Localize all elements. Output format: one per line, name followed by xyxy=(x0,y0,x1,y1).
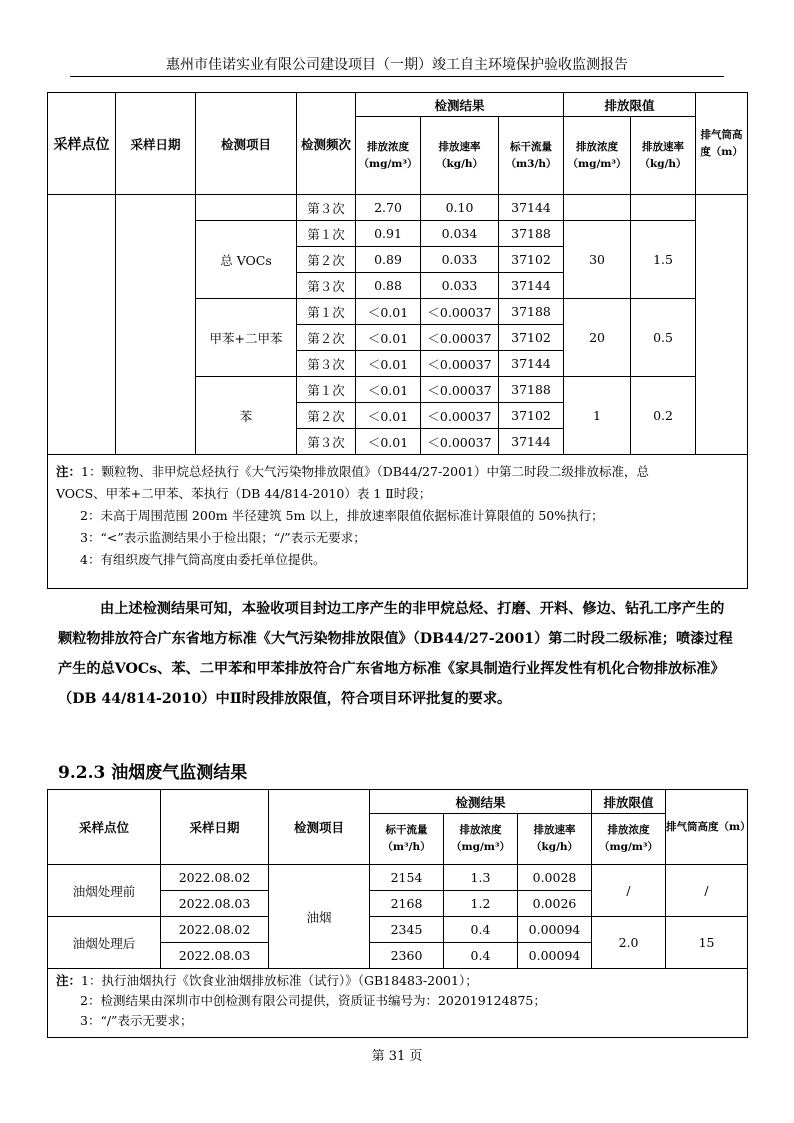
cell-rate: 0.00094 xyxy=(518,943,592,969)
cell-rate: ＜0.00037 xyxy=(421,429,499,455)
cell-conc: ＜0.01 xyxy=(356,403,421,429)
cell-flow: 37188 xyxy=(499,299,564,325)
th-item: 检测项目 xyxy=(196,93,297,195)
th-result-group: 检测结果 xyxy=(356,93,564,117)
oil-fume-table xyxy=(47,789,751,1038)
cell-point-empty xyxy=(48,195,116,455)
th-limit-group: 排放限值 xyxy=(564,93,696,117)
table-row xyxy=(48,195,748,221)
cell-flow: 2154 xyxy=(370,865,444,891)
cell-rate: ＜0.00037 xyxy=(421,325,499,351)
cell-rate: 0.034 xyxy=(421,221,499,247)
cell-limit-empty xyxy=(564,195,631,221)
cell-item: 甲苯+二甲苯 xyxy=(196,299,297,377)
th-freq: 检测频次 xyxy=(297,93,356,195)
cell-rate: ＜0.00037 xyxy=(421,351,499,377)
page-number: 第 31 页 xyxy=(371,1049,423,1064)
conclusion-paragraph: 由上述检测结果可知，本验收项目封边工序产生的非甲烷总烃、打磨、开料、修边、钻孔工序产生的颗粒物排放符合广东省地方标准《大气污染物排放限值》（DB44/27-2001）第二时段二级标准；喷漆过程产生的总VOCs、苯、二甲苯和甲苯排放符合广东省地方标准《家具制造行业挥发性有机化合物排放标准》（DB 44/814-2010）中Ⅱ时段排放限值，符合项目环评批复的要求。 xyxy=(58,601,733,707)
cell-freq: 第２次 xyxy=(297,403,356,429)
cell-limit-rate: 0.5 xyxy=(631,299,696,377)
table-row xyxy=(48,917,748,943)
th-date: 采样日期 xyxy=(116,93,196,195)
cell-flow: 37102 xyxy=(499,325,564,351)
cell-freq: 第１次 xyxy=(297,299,356,325)
cell-height: 15 xyxy=(666,917,748,969)
cell-limit-conc: 20 xyxy=(564,299,631,377)
cell-flow: 2345 xyxy=(370,917,444,943)
page-header: 惠州市佳诺实业有限公司建设项目（一期）竣工自主环境保护验收监测报告 xyxy=(166,57,628,73)
th-point: 采样点位 xyxy=(48,93,116,195)
cell-freq: 第３次 xyxy=(297,273,356,299)
cell-freq: 第１次 xyxy=(297,377,356,403)
note-4: 4：有组织废气排气筒高度由委托单位提供。 xyxy=(80,552,326,567)
cell-item: 苯 xyxy=(196,377,297,455)
th-conc: 排放浓度（mg/m³） xyxy=(444,814,518,865)
cell-rate: 0.00094 xyxy=(518,917,592,943)
cell-date-empty xyxy=(116,195,196,455)
cell-height: / xyxy=(666,865,748,917)
note-1b: VOCS、甲苯+二甲苯、苯执行（DB 44/814-2010）表 1 Ⅱ时段； xyxy=(56,486,432,501)
cell-freq: 第３次 xyxy=(297,429,356,455)
note-3: 3：“/”表示无要求； xyxy=(80,1013,193,1028)
notes-label: 注： xyxy=(56,464,82,479)
cell-flow: 37144 xyxy=(499,195,564,221)
th-flow: 标干流量（m3/h） xyxy=(499,117,564,195)
cell-point: 油烟处理前 xyxy=(48,865,161,917)
th-result-group: 检测结果 xyxy=(370,790,592,814)
cell-rate: ＜0.00037 xyxy=(421,377,499,403)
th-point: 采样点位 xyxy=(48,790,161,865)
cell-conc: 1.3 xyxy=(444,865,518,891)
table1-notes xyxy=(48,455,748,589)
cell-rate: ＜0.00037 xyxy=(421,299,499,325)
cell-flow: 37144 xyxy=(499,429,564,455)
cell-conc: ＜0.01 xyxy=(356,429,421,455)
exhaust-gas-table xyxy=(47,92,748,589)
cell-conc: 1.2 xyxy=(444,891,518,917)
cell-item: 总 VOCs xyxy=(196,221,297,299)
cell-rate: 0.033 xyxy=(421,273,499,299)
cell-conc: 2.70 xyxy=(356,195,421,221)
th-limit-rate: 排放速率（kg/h） xyxy=(631,117,696,195)
cell-limit: / xyxy=(592,865,666,917)
cell-rate: 0.0026 xyxy=(518,891,592,917)
th-limit-conc: 排放浓度（mg/m³） xyxy=(592,814,666,865)
cell-flow: 2168 xyxy=(370,891,444,917)
cell-flow: 37188 xyxy=(499,221,564,247)
cell-freq: 第２次 xyxy=(297,247,356,273)
cell-freq: 第３次 xyxy=(297,195,356,221)
cell-conc: ＜0.01 xyxy=(356,325,421,351)
header-rule xyxy=(70,76,724,77)
cell-limit-rate: 1.5 xyxy=(631,221,696,299)
cell-limit-conc: 1 xyxy=(564,377,631,455)
table2-notes xyxy=(48,969,748,1038)
cell-conc: ＜0.01 xyxy=(356,351,421,377)
cell-item-empty xyxy=(196,195,297,221)
table-row xyxy=(48,865,748,891)
cell-conc: 0.4 xyxy=(444,917,518,943)
cell-date: 2022.08.03 xyxy=(161,891,269,917)
cell-limit-empty xyxy=(631,195,696,221)
th-date: 采样日期 xyxy=(161,790,269,865)
cell-date: 2022.08.03 xyxy=(161,943,269,969)
cell-flow: 37144 xyxy=(499,351,564,377)
cell-conc: ＜0.01 xyxy=(356,299,421,325)
cell-date: 2022.08.02 xyxy=(161,865,269,891)
cell-date: 2022.08.02 xyxy=(161,917,269,943)
th-height: 排气筒高度（m） xyxy=(696,93,748,195)
cell-freq: 第３次 xyxy=(297,351,356,377)
cell-freq: 第１次 xyxy=(297,221,356,247)
note-2: 2：未高于周围范围 200m 半径建筑 5m 以上，排放速率限值依据标准计算限值的 50%执行； xyxy=(80,508,604,523)
cell-freq: 第２次 xyxy=(297,325,356,351)
cell-item: 油烟 xyxy=(269,865,370,969)
cell-limit: 2.0 xyxy=(592,917,666,969)
cell-rate: 0.10 xyxy=(421,195,499,221)
cell-rate: 0.033 xyxy=(421,247,499,273)
th-height: 排气筒高度（m） xyxy=(666,790,748,865)
th-limit-group: 排放限值 xyxy=(592,790,666,814)
cell-limit-conc: 30 xyxy=(564,221,631,299)
cell-rate: 0.0028 xyxy=(518,865,592,891)
th-limit-conc: 排放浓度（mg/m³） xyxy=(564,117,631,195)
cell-conc: 0.4 xyxy=(444,943,518,969)
section-title: 9.2.3 油烟废气监测结果 xyxy=(58,763,248,783)
th-rate: 排放速率（kg/h） xyxy=(518,814,592,865)
cell-flow: 37102 xyxy=(499,403,564,429)
cell-height-empty xyxy=(696,195,748,455)
cell-conc: 0.88 xyxy=(356,273,421,299)
th-rate: 排放速率（kg/h） xyxy=(421,117,499,195)
note-1: 1：执行油烟执行《饮食业油烟排放标准（试行）》（GB18483-2001）； xyxy=(81,973,478,988)
th-conc: 排放浓度（mg/m³） xyxy=(356,117,421,195)
cell-rate: ＜0.00037 xyxy=(421,403,499,429)
note-3: 3：“<”表示监测结果小于检出限；“/”表示无要求； xyxy=(80,530,366,545)
cell-flow: 2360 xyxy=(370,943,444,969)
cell-flow: 37102 xyxy=(499,247,564,273)
th-flow: 标干流量（m³/h） xyxy=(370,814,444,865)
cell-point: 油烟处理后 xyxy=(48,917,161,969)
notes-label: 注： xyxy=(56,973,82,988)
note-1a: 1：颗粒物、非甲烷总烃执行《大气污染物排放限值》（DB44/27-2001）中第二时段二级排放标准，总 xyxy=(81,464,649,479)
cell-limit-rate: 0.2 xyxy=(631,377,696,455)
note-2: 2：检测结果由深圳市中创检测有限公司提供，资质证书编号为：202019124875； xyxy=(80,993,546,1008)
th-item: 检测项目 xyxy=(269,790,370,865)
cell-conc: 0.91 xyxy=(356,221,421,247)
cell-conc: ＜0.01 xyxy=(356,377,421,403)
cell-conc: 0.89 xyxy=(356,247,421,273)
cell-flow: 37144 xyxy=(499,273,564,299)
cell-flow: 37188 xyxy=(499,377,564,403)
